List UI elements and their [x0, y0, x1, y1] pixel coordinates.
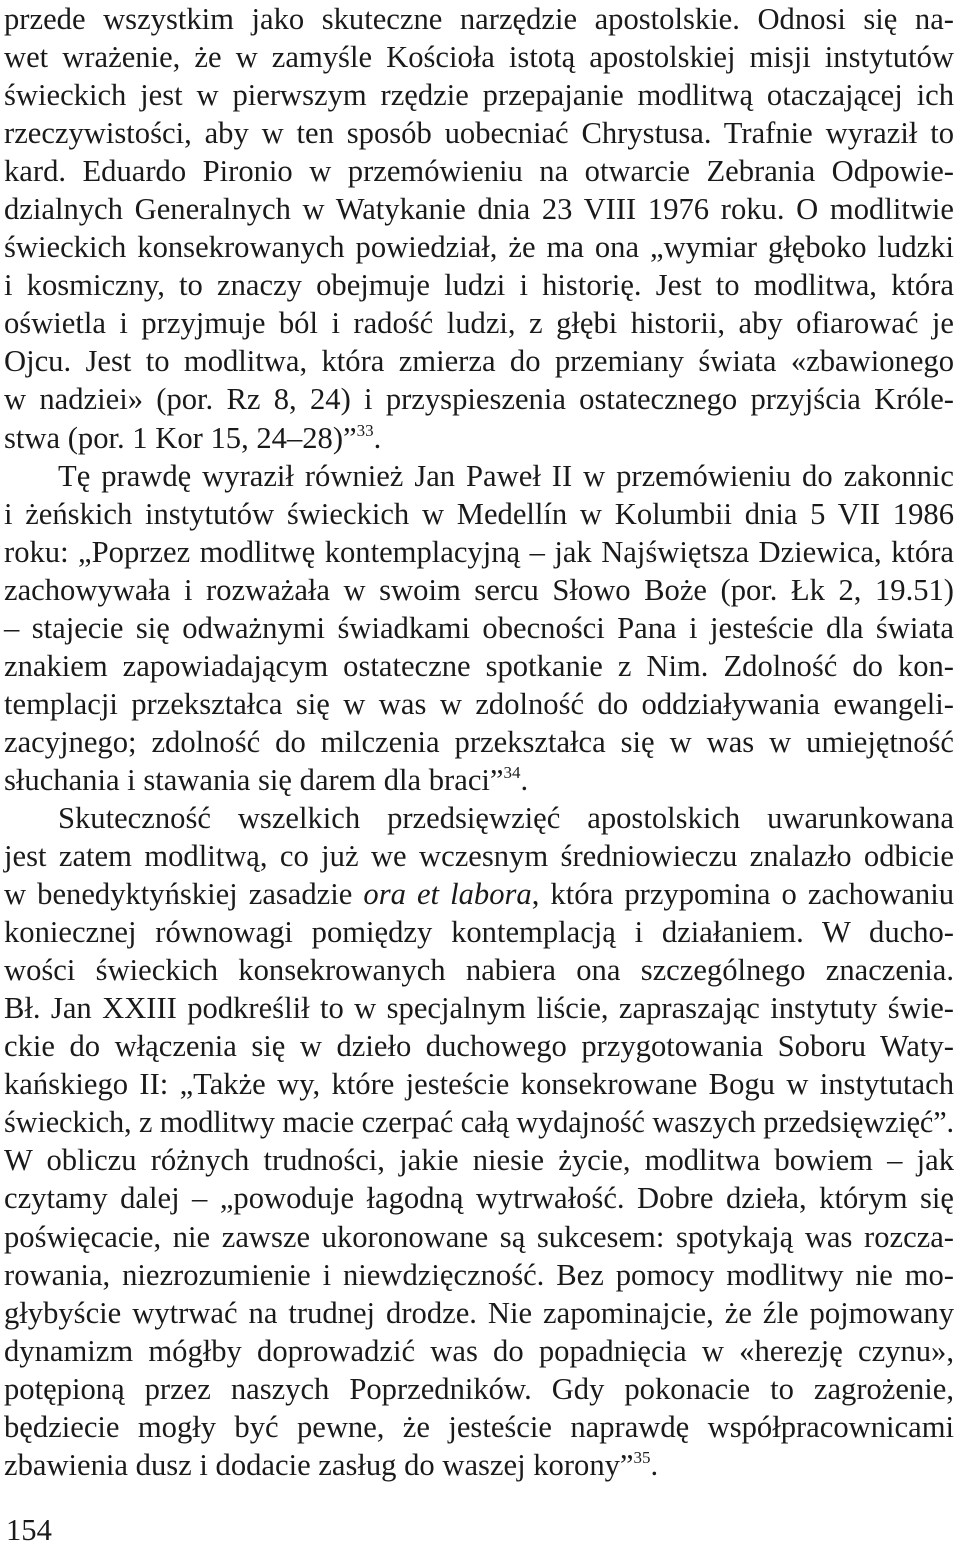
text-line: zachowywała i rozważała w swoim sercu Słowo Boże (por. Łk 2, 19.51) [4, 572, 954, 607]
text-line: wości świeckich konsekrowanych nabiera ona szczególnego znaczenia. [4, 953, 954, 988]
text-line: Bł. Jan XXIII podkreślił to w specjalnym liście, zapraszając instytuty świe- [4, 991, 954, 1026]
footnote-ref: 35 [633, 1447, 651, 1467]
text-line: kard. Eduardo Pironio w przemówieniu na otwarcie Zebrania Odpowie- [4, 154, 954, 189]
text-line: Tę prawdę wyraził również Jan Paweł II w przemówieniu do zakonnic [58, 458, 954, 493]
text-line: koniecznej równowagi pomiędzy kontemplacją i działaniem. W ducho- [4, 915, 954, 950]
text-line: jest zatem modlitwą, co już we wczesnym średniowieczu znalazło odbicie [4, 839, 954, 874]
text-line: templacji przekształca się w was w zdolność do oddziaływania ewangeli- [4, 686, 954, 721]
text-line: dynamizm mógłby doprowadzić was do popadnięcia w «herezję czynu», [4, 1333, 954, 1368]
text-line: Ojcu. Jest to modlitwa, która zmierza do przemiany świata «zbawionego [4, 344, 954, 379]
italic-phrase: ora et labora [363, 877, 532, 912]
text-line: ckie do włączenia się w dzieło duchowego przygotowania Soboru Waty- [4, 1029, 954, 1064]
text-line: W obliczu różnych trudności, jakie niesie życie, modlitwa bowiem – jak [4, 1143, 954, 1178]
text-line: poświęcacie, nie zawsze ukoronowane są sukcesem: spotykają was rozcza- [4, 1219, 954, 1254]
text-line: słuchania i stawania się darem dla braci”$^{34}$. [4, 762, 529, 797]
text-line: rowania, niezrozumienie i niewdzięczność. Bez pomocy modlitwy nie mo- [4, 1257, 954, 1292]
text-line: świeckich, z modlitwy macie czerpać całą wydajność waszych przedsięwzięć”. [4, 1105, 954, 1140]
text-line: w benedyktyńskiej zasadzie ora et labora, która przypomina o zachowaniu [4, 877, 955, 912]
text-line: będziecie mogły być pewne, że jesteście naprawdę współpracownicami [4, 1409, 954, 1444]
text-line: oświetla i przyjmuje ból i radość ludzi, z głębi historii, aby ofiarować je [4, 306, 954, 341]
text-line: i żeńskich instytutów świeckich w Medellín w Kolumbii dnia 5 VII 1986 [4, 496, 954, 531]
text-line: w nadziei» (por. Rz 8, 24) i przyspieszenia ostatecznego przyjścia Króle- [4, 382, 954, 417]
text-line: znakiem zapowiadającym ostateczne spotkanie z Nim. Zdolność do kon- [4, 648, 954, 683]
text-line: stwa (por. 1 Kor 15, 24–28)”$^{33}$. [4, 420, 382, 455]
text-line: rzeczywistości, aby w ten sposób uobecniać Chrystusa. Trafnie wyraził to [4, 116, 954, 151]
text-line: roku: „Poprzez modlitwę kontemplacyjną – jak Najświętsza Dziewica, która [4, 534, 954, 569]
footnote-ref: 33 [356, 420, 374, 440]
text-line: kańskiego II: „Także wy, które jesteście konsekrowane Bogu w instytutach [4, 1067, 954, 1102]
page-number: 154 [6, 1513, 52, 1547]
text-line: przede wszystkim jako skuteczne narzędzie apostolskie. Odnosi się na- [4, 2, 954, 36]
text-line: głybyście wytrwać na trudnej drodze. Nie zapominajcie, że źle pojmowany [4, 1295, 954, 1330]
text-line: czytamy dalej – „powoduje łagodną wytrwałość. Dobre dzieła, którym się [4, 1181, 954, 1216]
text-line: Skuteczność wszelkich przedsięwzięć apostolskich uwarunkowana [58, 800, 954, 835]
text-line: świeckich konsekrowanych powiedział, że ma ona „wymiar głęboko ludzki [4, 230, 954, 265]
paragraph-p2 [4, 457, 954, 799]
text-line: zbawienia dusz i dodacie zasług do waszej korony”$^{35}$. [4, 1447, 659, 1482]
paragraph-p1 [4, 0, 954, 457]
text-line: i kosmiczny, to znaczy obejmuje ludzi i historię. Jest to modlitwa, która [4, 268, 954, 303]
text-line: zacyjnego; zdolność do milczenia przekształca się w was w umiejętność [4, 724, 954, 759]
text-line: dzialnych Generalnych w Watykanie dnia 23 VIII 1976 roku. O modlitwie [4, 192, 954, 227]
text-line: świeckich jest w pierwszym rzędzie przepajanie modlitwą otaczającej ich [4, 78, 954, 113]
text-line: potępioną przez naszych Poprzedników. Gdy pokonacie to zagrożenie, [4, 1371, 954, 1406]
footnote-ref: 34 [503, 762, 521, 782]
paragraph-p3 [4, 799, 954, 1484]
text-line: wet wrażenie, że w zamyśle Kościoła istotą apostolskiej misji instytutów [4, 40, 954, 75]
text-line: – stajecie się odważnymi świadkami obecności Pana i jesteście dla świata [4, 610, 954, 645]
document-page [4, 0, 954, 1484]
